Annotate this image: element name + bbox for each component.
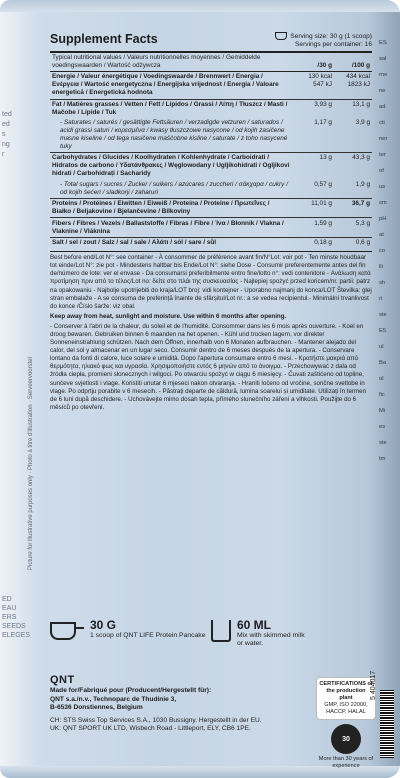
preparation: [50, 618, 372, 662]
right-frag: Ba: [379, 360, 387, 366]
nutrient-label: Fibers / Fibres / Vezels / Ballaststoffe / Fibras / Fibre / Ίνα / Błonnik / Vlakna / Vlaknine / Vláknina: [50, 218, 292, 237]
years-seal-icon: 30: [331, 724, 361, 754]
table-row: [50, 237, 372, 248]
right-frag: ne: [379, 88, 386, 94]
nutrition-table: [50, 53, 372, 248]
value-30g: 0,18 g: [292, 237, 334, 248]
left-frag: EAU: [2, 605, 17, 612]
right-frag: tm: [379, 456, 386, 462]
left-frag: SEEDS: [2, 623, 26, 630]
prep-amount-powder: 30 G: [90, 618, 117, 632]
right-frag: us: [379, 184, 386, 190]
right-frag: ri: [379, 296, 383, 302]
right-frag: sh: [379, 280, 386, 286]
prep-liquid: [211, 618, 372, 662]
value-100g: 13,1 g: [334, 99, 372, 118]
table-row: [50, 180, 372, 199]
manufacturer-info: [50, 676, 310, 733]
scoop-icon: [275, 32, 287, 40]
header-label: Typical nutritional values / Valeurs nutritionnelles moyennes / Gemiddelde voedingswaarden / Wartość odżywcza: [52, 53, 261, 69]
right-frag: es: [379, 424, 386, 430]
nutrient-label: Proteins / Protéines / Eiwitten / Eiweiß / Proteína / Proteine / Πρωτεΐνες / Białko / Beljakovine / Bjelančevine / Bílkoviny: [50, 199, 292, 218]
right-frag: lli: [379, 264, 383, 270]
value-100g: 5,3 g: [334, 218, 372, 237]
right-frag: E5: [379, 328, 387, 334]
left-frag: r: [2, 151, 5, 158]
glass-icon: [211, 620, 231, 642]
table-row: [50, 199, 372, 218]
table-row: [50, 218, 372, 237]
left-frag: ED: [2, 596, 12, 603]
value-30g: 1,59 g: [292, 218, 334, 237]
facts-header: [50, 32, 372, 53]
right-text-fragments: [378, 0, 400, 778]
value-100g: 43,3 g: [334, 153, 372, 180]
value-30g: 1,17 g: [314, 119, 332, 127]
value-100g: 434 kcal 1823 kJ: [334, 72, 372, 99]
qnt-logo: QNT: [50, 674, 75, 686]
right-frag: ul: [379, 344, 384, 350]
right-frag: ste: [379, 312, 387, 318]
servings-per-container: Servings per container: 16: [295, 40, 372, 48]
prep-desc-liquid: Mix with skimmed milk or water.: [237, 632, 305, 647]
storage-heading: Keep away from heat, sunlight and moisture. Use within 6 months after opening.: [50, 312, 287, 320]
value-30g: 11,01 g: [292, 199, 334, 218]
serving-size: Serving size: 30 g (1 scoop): [290, 32, 372, 40]
left-frag: ted: [2, 111, 12, 118]
right-frag: sal: [379, 56, 387, 62]
nutrient-label: Fat / Matières grasses / Vetten / Fett / Lípidos / Grassi / Λίπη / Tłuszcz / Masti / Mačobe / Lipide / Tuk: [50, 99, 292, 118]
left-frag: ed: [2, 121, 10, 128]
supplement-facts-panel: [50, 32, 372, 414]
right-frag: of: [379, 168, 384, 174]
info-text: [50, 251, 372, 412]
prep-desc-powder: 1 scoop of QNT LIFE Protein Pancake: [90, 632, 206, 639]
table-row: [50, 99, 372, 118]
col-30g: /30 g: [317, 61, 332, 69]
right-frag: pH: [379, 216, 387, 222]
right-frag: cti: [379, 120, 385, 126]
left-frag: ELEGES: [2, 632, 31, 639]
certifications: [316, 677, 376, 770]
value-30g: 0,57 g: [314, 180, 332, 188]
best-before-text: Best before end/Lot N°: see container - À consommer de préférence avant fin/N°Lot: voir pot - Ten minste houdbaar tot einde/Lot N°: zie pot - Mindestens haltbar bis Ende/Lot N°: siehe Dose - Consumir preferentemente antes del fin de/número de lote: ver el envase - Da consumarsi preferibilmente entro fine/lotto n°: vedi contenitore - Ανάλωση κατά προτίμηση πριν από το τέλος/Lot no: δείτε στο πλάι της συσκευασίας - Najlepiej spożyć przed końcem/nr. partii: patrz na opakowaniu - Najbolje upotrijebiti do kraja/LOT broj: vidi kontejner - Uporabno najmanj do konca/LOT Številka: glej stran embalaže - A se consuma de preferință înainte de sfârșitul/Lot nr.: a se vedea recipientul.- Minimální trvanlivost do konce /Číslo šarže: viz obal.: [50, 254, 372, 310]
right-frag: ol: [379, 376, 384, 382]
left-frag: s: [2, 131, 6, 138]
made-for: Made for/Fabriqué pour (Producent/Hergestellt für):: [50, 687, 212, 695]
table-header-row: [50, 53, 372, 72]
right-frag: ste: [379, 440, 387, 446]
nutrient-label: Salt / sel / zout / Salz / sal / sale / Αλάτι / sól / sare / sůl: [50, 237, 292, 248]
scoop-icon: [50, 622, 76, 640]
right-frag: Mi: [379, 408, 386, 414]
top-rim: [0, 0, 400, 12]
nutrient-label: - Saturates / saturés / gesättigte Fettsäuren / verzadigde vetzuren / saturados / acidi grassi saturi / κορεσμένα / kwasy tłuszczowe nasycone / od kojih zasićene masne kiseline / od tega nasičene maščobne kisline / saturate / z toho nasycené tuky: [60, 119, 288, 151]
ch-info: CH: STS Swiss Top Services S.A., 1030 Bussigny. Hergestellt in der EU.: [50, 716, 262, 724]
cert-list: GMP, ISO 22000, HACCP, HALAL: [324, 702, 368, 715]
prep-scoop: [50, 618, 211, 662]
value-100g: 3,9 g: [355, 119, 370, 127]
table-row: [50, 153, 372, 180]
right-frag: ad: [379, 104, 386, 110]
serving-info: [275, 32, 372, 49]
value-100g: 36,7 g: [334, 199, 372, 218]
value-30g: 3,93 g: [292, 99, 334, 118]
right-frag: ES: [379, 40, 387, 46]
cert-box: [316, 677, 376, 720]
barcode: [380, 690, 394, 758]
nutrient-label: Carbohydrates / Glucides / Koolhydraten / Kohlenhydrate / Carboidrati / Hidratos de carbono / Υδατάνθρακες / Węglowodany / Ugljikohidrati / Ogljikovi hidrati / Carbohidrați / Sacharidy: [50, 153, 292, 180]
value-30g: 13 g: [292, 153, 334, 180]
value-100g: 1,9 g: [355, 180, 370, 188]
nutrient-label: - Total sugars / sucres / Zucker / suikers / azúcares / zuccheri / σάκχαρα / cukry / od kojih šećeri / sladkorji / zaharuri: [60, 180, 288, 196]
storage-text: - Conserver à l'abri de la chaleur, du soleil et de l'humidité. Consommer dans les 6 mois après ouverture. - Koel en droog bewaren. Gebruiken binnen 6 maanden na het openen. - Kühl und trocken lagern, vor direkter Sonneneinstrahlung schützen. Nach dem Öffnen, innerhalb von 6 Monaten aufbrauchen. - Mantener alejado del calor, del sol y almacenar en un lugar seco. Consumir dentro de 6 meses después de la apertura. - Conservare lontano da fonti di calore, luce solare e umidità. Dopo l'apertura consumare entro 6 mesi. - Κρατήστε μακριά από θερμότητα, ηλιακό φως και υγρασία. Χρησιμοποιήστε εντός 6 μηνών από το άνοιγμα. - Przechowywać z dala od źródła ciepła, promieni słonecznych i wilgoci. Po otwarciu spożyć w ciągu 6 miesięcy. - Čuvati zaštićeno od topline, sunčeve svjetlosti i vlage. Koristiti unutar 6 mjeseci nakon otvaranja. - Hraniti ločeno od vročine, sončne svetlobe in vlage. Po odprtju porabite v 6 mesecih. - Păstrați departe de căldură, lumina soarelui și umiditate. Utilizați în termen de 6 luni după deschidere. - Uchovávejte mimo dosah tepla, přímého slunečního záření a vlhkosti. Použijte do 6 měsíců po otevření.: [50, 322, 367, 411]
left-frag: ERS: [2, 614, 17, 621]
right-frag: ner: [379, 136, 388, 142]
uk-info: UK: QNT SPORT UK LTD, Wisbech Road - Littleport, ELY, CB6 1PE.: [50, 725, 251, 733]
right-frag: sm: [379, 200, 387, 206]
left-frag: ng: [2, 141, 10, 148]
right-frag: at: [379, 232, 384, 238]
company: QNT s.a./n.v., Technoparc de Thudinie 3,: [50, 695, 177, 703]
value-100g: 0,6 g: [334, 237, 372, 248]
right-frag: co: [379, 248, 386, 254]
right-frag: fic: [379, 392, 385, 398]
table-row: [50, 72, 372, 99]
illustration-disclaimer: Picture for illustrative purposes only · Photo à titre d'illustration · Serveervoorstel: [28, 357, 34, 570]
seal-text: More than 30 years of experience: [318, 756, 374, 769]
value-30g: 130 kcal 547 kJ: [292, 72, 334, 99]
col-100g: /100 g: [351, 61, 370, 69]
prep-amount-liquid: 60 ML: [237, 618, 272, 632]
barcode-digits: 5 404017: [370, 670, 377, 700]
cert-title: CERTIFICATIONS of the production plant: [319, 681, 373, 701]
table-row: [50, 118, 372, 153]
facts-title: Supplement Facts: [50, 32, 158, 46]
right-frag: ter: [379, 152, 386, 158]
right-frag: rne: [379, 72, 388, 78]
address: B-6536 Donstiennes, Belgium: [50, 704, 143, 712]
nutrient-label: Energie / Valeur énergétique / Voedingswaarde / Brennwert / Energia / Ενέργεια / Wartość energetyczna / Energijska vrijednost / Energia / Valoare energetică / Energetická hodnota: [50, 72, 292, 99]
